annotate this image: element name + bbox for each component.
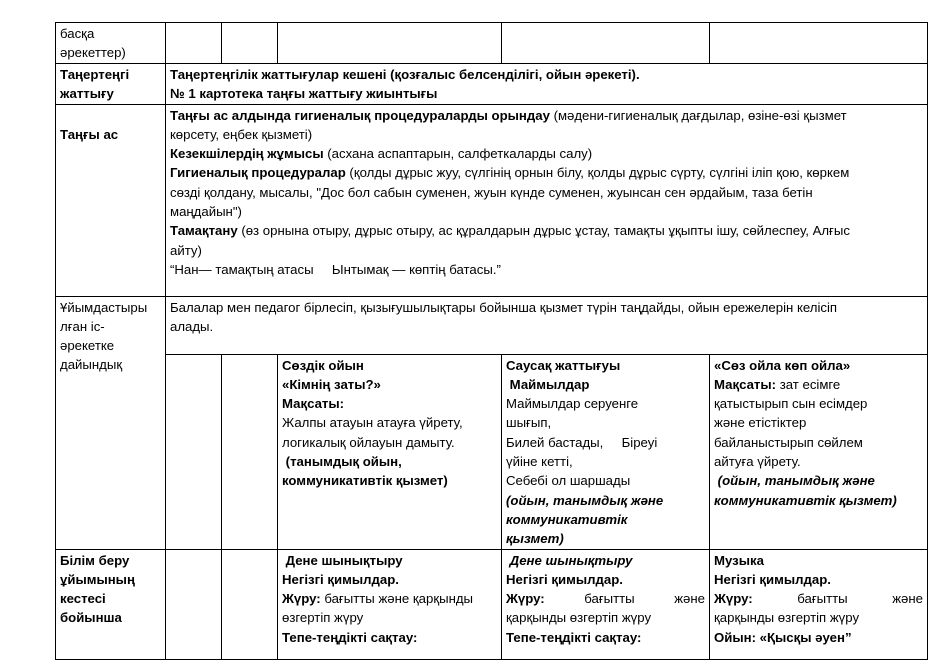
text-line: Таңертеңгілік жаттығулар кешені (қозғалыс белсенділігі, ойын әрекеті). <box>170 66 640 82</box>
activity-tag: коммуникативтік қызмет) <box>714 492 897 508</box>
text: (асхана аспаптарын, салфеткаларды салу) <box>323 146 593 162</box>
breakfast-content <box>166 104 928 296</box>
label-line: Таңертеңгі <box>60 66 130 82</box>
game-title: Саусақ жаттығуы <box>506 357 621 373</box>
empty-cell <box>166 549 222 659</box>
text-line: қарқынды өзгертіп жүру <box>506 610 652 626</box>
label-line: ұйымының <box>60 571 135 587</box>
row-label <box>56 23 166 64</box>
activity-tag: коммуникативтік <box>506 511 628 527</box>
game-label: Ойын: «Қысқы әуен” <box>714 629 852 645</box>
empty-cell <box>166 23 222 64</box>
pe-cell-2 <box>502 549 710 659</box>
label-line: басқа <box>60 26 95 41</box>
balance-label: Тепе-теңдікті сақтау: <box>506 629 642 645</box>
label-line: Білім беру <box>60 552 130 568</box>
bold-text: Кезекшілердің жұмысы <box>170 146 324 162</box>
text: зат есімге <box>776 376 841 392</box>
text: және <box>674 591 705 607</box>
row-morning-exercise <box>56 63 928 104</box>
empty-cell <box>222 23 278 64</box>
row-label <box>56 549 166 659</box>
text-line: байланыстырып сөйлем <box>714 434 863 450</box>
row-label <box>56 296 166 549</box>
text-line <box>714 589 923 608</box>
text-line <box>282 589 497 608</box>
label-line: жаттығу <box>60 85 114 101</box>
row-breakfast <box>56 104 928 296</box>
think-words-game-cell <box>710 354 928 549</box>
word-game-cell <box>278 354 502 549</box>
text: (мәдени-гигиеналық дағдылар, өзіне-өзі қызмет <box>549 107 847 123</box>
activity-tag: қызмет) <box>506 531 564 547</box>
lesson-title: Музыка <box>714 552 764 568</box>
game-title: «Сөз ойла көп ойла» <box>714 357 851 373</box>
text-line: өзгертіп жүру <box>282 610 364 626</box>
activity-tag: коммуникативтік қызмет) <box>282 473 448 489</box>
row-organized-activity-prep-games <box>56 354 928 549</box>
text-line: және етістіктер <box>714 415 807 431</box>
label-line: Таңғы ас <box>60 126 119 142</box>
text: (қолды дұрыс жуу, сүлгінің орнын білу, қолды дұрыс сүрту, сүлгіні іліп қою, көркем <box>345 165 850 181</box>
text-line: көрсету, еңбек қызметі) <box>170 126 313 142</box>
activity-tag: (ойын, танымдық және <box>506 492 664 508</box>
goal-label: Мақсаты: <box>282 396 345 412</box>
text-line <box>170 163 923 182</box>
row-label <box>56 104 166 296</box>
empty-cell <box>278 23 502 64</box>
lesson-subtitle: Негізгі қимылдар. <box>506 571 623 587</box>
walk-label: Жүру: <box>506 591 545 607</box>
morning-exercise-content <box>166 63 928 104</box>
text-line: Жалпы атауын атауға үйрету, <box>282 415 463 431</box>
lesson-title: Дене шынықтыру <box>506 552 633 568</box>
bold-text: Гигиеналық процедуралар <box>170 165 346 181</box>
label-line: әрекетке <box>60 338 115 354</box>
text-line: айту) <box>170 242 202 258</box>
row-organized-activity-prep-top <box>56 296 928 354</box>
empty-cell <box>222 549 278 659</box>
text-line <box>714 375 923 394</box>
empty-cell <box>710 23 928 64</box>
text-line: сөзді қолдану, мысалы, "Дос бол сабын суменен, жуын күнде суменен, жуынсан сен әрдайым, таза бетін <box>170 184 813 200</box>
label-line: бойынша <box>60 610 122 626</box>
row-schedule <box>56 549 928 659</box>
text-line: № 1 картотека таңғы жаттығу жиынтығы <box>170 85 438 101</box>
daily-plan-table <box>55 22 928 660</box>
empty-cell <box>166 354 222 549</box>
walk-label: Жүру: <box>282 591 321 607</box>
text-line <box>506 589 705 608</box>
label-line: лған іс- <box>60 318 105 334</box>
text-line: алады. <box>170 318 214 334</box>
label-line: Ұйымдастыры <box>60 299 148 315</box>
goal-label: Мақсаты: <box>714 376 777 392</box>
lesson-subtitle: Негізгі қимылдар. <box>714 571 831 587</box>
bold-text: Таңғы ас алдында гигиеналық процедураларды орындау <box>170 107 550 123</box>
empty-cell <box>502 23 710 64</box>
walk-label: Жүру: <box>714 591 753 607</box>
row-other-activities <box>56 23 928 64</box>
verse-line: Билей бастады, Біреуі <box>506 434 658 450</box>
bold-text: Тамақтану <box>170 223 238 239</box>
label-line: дайындық <box>60 357 123 373</box>
text: бағытты және қарқынды <box>320 591 474 607</box>
text-line: маңдайын") <box>170 204 242 220</box>
text-line <box>170 144 923 163</box>
text-line: айтуға үйрету. <box>714 454 801 470</box>
verse-line: үйіне кетті, <box>506 454 573 470</box>
lesson-subtitle: Негізгі қимылдар. <box>282 571 399 587</box>
music-cell <box>710 549 928 659</box>
label-line: әрекеттер) <box>60 45 126 61</box>
finger-exercise-cell <box>502 354 710 549</box>
verse-line: шығып, <box>506 415 552 431</box>
activity-tag: (танымдық ойын, <box>282 454 402 470</box>
activity-tag: (ойын, танымдық және <box>714 473 875 489</box>
text-line <box>170 106 923 125</box>
text-line: қарқынды өзгертіп жүру <box>714 610 860 626</box>
text: және <box>892 591 923 607</box>
verse-line: Себебі ол шаршады <box>506 473 631 489</box>
verse-line: Маймылдар серуенге <box>506 396 639 412</box>
text: бағытты <box>797 591 848 607</box>
balance-label: Тепе-теңдікті сақтау: <box>282 629 418 645</box>
text: (өз орнына отыру, дұрыс отыру, ас құралдарын дұрыс ұстау, тамақты ұқыпты ішу, сөйлеспеу, Алғыс <box>237 223 850 239</box>
game-name: «Кімнің заты?» <box>282 376 381 392</box>
empty-cell <box>222 354 278 549</box>
prep-content <box>166 296 928 354</box>
text-line: Балалар мен педагог бірлесіп, қызығушылықтары бойынша қызмет түрін таңдайды, ойын ережелерін келісіп <box>170 299 838 315</box>
game-name: Маймылдар <box>506 376 590 392</box>
lesson-title: Дене шынықтыру <box>282 552 403 568</box>
text-line: қатыстырып сын есімдер <box>714 396 868 412</box>
game-title: Сөздік ойын <box>282 357 364 373</box>
pe-cell <box>278 549 502 659</box>
text: бағытты <box>584 591 635 607</box>
text-line: логикалық ойлауын дамыту. <box>282 434 455 450</box>
quote-line: “Нан— тамақтың атасы Ынтымақ — көптің батасы.” <box>170 261 501 277</box>
row-label <box>56 63 166 104</box>
text-line <box>170 221 923 240</box>
label-line: кестесі <box>60 591 106 607</box>
